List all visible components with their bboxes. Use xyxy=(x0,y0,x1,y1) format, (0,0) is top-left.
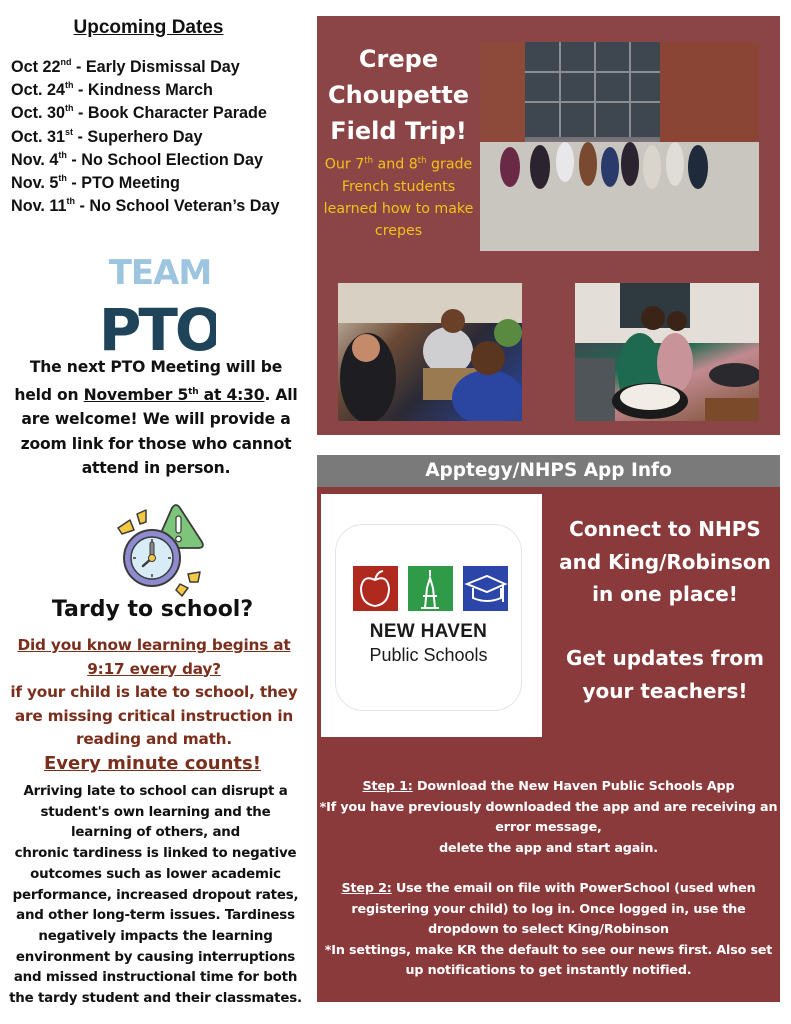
updates-text: Get updates from your teachers! xyxy=(565,646,764,703)
step-2-label: Step 2: xyxy=(341,880,392,895)
tardy-warning: Did you know learning begins at 9:17 every day? if your child is late to school, they are missing critical instruction in reading and math. xyxy=(8,634,300,752)
upcoming-dates-title: Upcoming Dates xyxy=(73,17,224,38)
date-item: Oct 22nd - Early Dismissal Day xyxy=(11,57,240,76)
app-info-header: Apptegy/NHPS App Info xyxy=(317,455,780,487)
kitchen-photo xyxy=(575,283,759,421)
logo-text-public-schools: Public Schools xyxy=(369,645,488,665)
upcoming-dates-list xyxy=(11,56,303,218)
left-column xyxy=(0,0,305,1024)
group-photo xyxy=(480,42,759,251)
svg-text:TEAM: TEAM xyxy=(108,253,212,293)
pto-meeting-text: The next PTO Meeting will be held on November 5th at 4:30. All are welcome! We will provide a zoom link for those who cannot attend in person. xyxy=(14,358,298,478)
step-1-instructions: Step 1: Download the New Haven Public Schools App *If you have previously downloaded the app and are receiving an error message, delete the app and start again. xyxy=(319,778,778,855)
date-item: Nov. 11th - No School Veteran’s Day xyxy=(11,196,280,216)
logo-text-new-haven: NEW HAVEN xyxy=(369,621,488,642)
date-item: Oct. 30th - Book Character Parade xyxy=(11,103,267,123)
svg-text:PTO: PTO xyxy=(104,296,216,354)
team-pto-logo xyxy=(104,242,216,354)
start-time-question: Did you know learning begins at 9:17 every day? xyxy=(17,636,291,678)
pto-meeting-date: November 5th at 4:30 xyxy=(83,385,265,404)
nhps-app-logo xyxy=(321,494,542,737)
date-item: Nov. 4th - No School Election Day xyxy=(11,149,263,169)
field-trip-panel xyxy=(317,16,780,435)
every-minute-counts: Every minute counts! xyxy=(44,753,261,774)
alarm-clock-warning-icon xyxy=(110,502,210,597)
tardy-body-text: Arriving late to school can disrupt a student's own learning and the learning of others, and chronic tardiness is linked to negative outcomes such as lower academic performance, increased dropout rates, and other long-term issues. Tardiness negatively impacts the learning environment by causing interruptions and missed instructional time for both the tardy student and their classmates. xyxy=(9,784,302,1007)
app-info-panel xyxy=(317,487,780,1002)
app-icon-tile xyxy=(335,524,522,711)
date-item: Oct. 24th - Kindness March xyxy=(11,80,213,100)
date-item: Oct. 31st - Superhero Day xyxy=(11,126,203,146)
step-1-label: Step 1: xyxy=(362,778,413,793)
field-trip-description: Our 7th and 8th grade French students learned how to make crepes xyxy=(323,156,474,240)
step-2-instructions: Step 2: Use the email on file with PowerSchool (used when registering your child) to log in. Once logged in, use the dropdown to select King/Robinson *In settings, make KR the default to see our news first. Also set up notifications to get instantly notified. xyxy=(324,880,773,978)
cafe-photo xyxy=(338,283,522,421)
nhps-logo-squares-icon xyxy=(353,566,508,611)
tardy-title: Tardy to school? xyxy=(51,597,254,622)
connect-text: Connect to NHPS and King/Robinson in one place! xyxy=(559,517,771,606)
date-item: Nov. 5th - PTO Meeting xyxy=(11,173,180,193)
field-trip-title: Crepe Choupette Field Trip! xyxy=(328,45,469,145)
